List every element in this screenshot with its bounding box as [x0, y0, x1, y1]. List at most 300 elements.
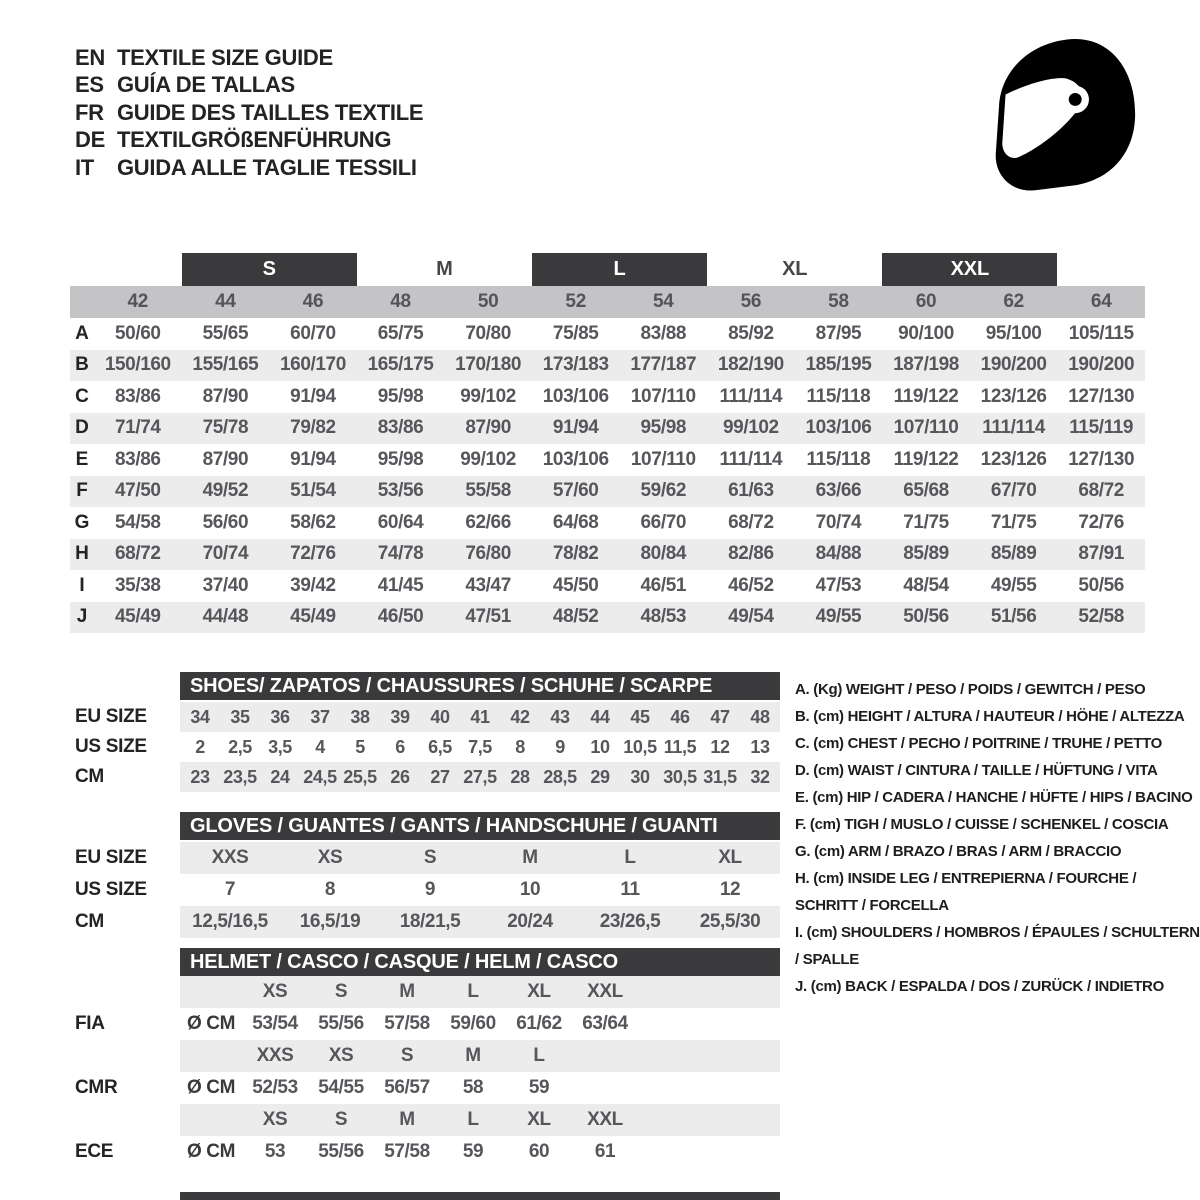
standard-name: ECE	[75, 1141, 114, 1162]
size-value: 44/48	[202, 606, 249, 628]
size-value: 103/106	[542, 448, 609, 470]
helmet-value: 56/57	[384, 1077, 430, 1098]
sub-row-values	[180, 906, 780, 938]
size-value: 13	[750, 736, 770, 757]
row-label: EU SIZE	[75, 847, 147, 868]
size-number: 60	[915, 291, 937, 312]
size-value: 87/95	[815, 322, 862, 344]
language-header	[75, 44, 423, 182]
size-value: 127/130	[1068, 448, 1135, 470]
size-value: 60/64	[377, 511, 424, 533]
size-value: 170/180	[455, 354, 522, 376]
size-value: 70/80	[465, 322, 511, 344]
size-value: 123/126	[980, 448, 1047, 470]
diameter-unit-label: Ø CM	[186, 1013, 235, 1034]
size-value: 41/45	[377, 574, 424, 596]
size-value: 87/90	[202, 448, 249, 470]
size-value: 60/70	[290, 322, 336, 344]
size-value: 23/26,5	[599, 911, 661, 932]
size-value: 95/100	[985, 322, 1042, 344]
size-value: 85/92	[728, 322, 774, 344]
size-value: 87/90	[202, 385, 249, 407]
size-value: 45/49	[115, 606, 161, 628]
size-value: 35/38	[115, 574, 161, 596]
legend-item: A. (Kg) WEIGHT / PESO / POIDS / GEWITCH / PESO	[795, 681, 1146, 698]
size-value: 111/114	[719, 385, 783, 407]
size-value: 52/58	[1078, 606, 1124, 628]
size-value: 68/72	[115, 543, 161, 565]
size-value: 12	[719, 879, 741, 900]
size-value: 28	[510, 766, 530, 787]
row-letter: I	[79, 574, 85, 596]
size-value: 50/56	[903, 606, 949, 628]
measure-row-b	[70, 350, 1145, 382]
size-value: 187/198	[893, 354, 959, 376]
helmet-icon	[978, 30, 1140, 198]
helmet-size: XL	[527, 1109, 551, 1130]
measure-row-g	[70, 507, 1145, 539]
size-value: 34	[190, 706, 210, 727]
legend-item: H. (cm) INSIDE LEG / ENTREPIERNA / FOURCHE / SCHRITT / FORCELLA	[795, 870, 1137, 914]
size-value: 23	[190, 766, 210, 787]
language-code: IT	[75, 154, 94, 180]
size-value: 65/75	[377, 322, 424, 344]
row-letter: F	[76, 480, 88, 502]
size-value: 71/74	[115, 417, 161, 439]
size-value: 35	[230, 706, 250, 727]
size-value: 66/70	[640, 511, 687, 533]
size-value: 2,5	[228, 736, 252, 757]
helmet-size: S	[334, 981, 348, 1002]
helmet-value: 61/62	[516, 1013, 562, 1034]
size-value: 16,5/19	[299, 911, 361, 932]
size-value: 46/51	[640, 574, 687, 596]
size-value: 78/82	[552, 543, 599, 565]
size-value: 190/200	[980, 354, 1047, 376]
size-value: 53/56	[377, 480, 424, 502]
size-value: 6,5	[428, 736, 452, 757]
size-value: 27	[430, 766, 450, 787]
legend-item: D. (cm) WAIST / CINTURA / TAILLE / HÜFTUNG / VITA	[795, 762, 1158, 779]
size-value: 74/78	[377, 543, 424, 565]
sub-row-values	[180, 702, 780, 732]
size-value: 105/115	[1068, 322, 1134, 344]
size-value: 41	[470, 706, 490, 727]
size-value: 47/51	[465, 606, 511, 628]
language-code: DE	[75, 127, 105, 153]
size-value: 8	[515, 736, 525, 757]
row-letter: B	[75, 354, 89, 376]
size-value: 12	[710, 736, 730, 757]
helmet-size: M	[399, 981, 415, 1002]
language-row	[75, 127, 423, 155]
size-value: 48/52	[552, 606, 599, 628]
size-value: 57/60	[552, 480, 599, 502]
size-value: 49/54	[728, 606, 774, 628]
row-label: EU SIZE	[75, 706, 147, 727]
size-value: 3,5	[268, 736, 292, 757]
helmet-value: 53	[264, 1141, 286, 1162]
size-group-m: M	[436, 258, 453, 280]
size-value: 47/50	[115, 480, 161, 502]
size-value: 91/94	[290, 448, 336, 470]
size-value: 51/54	[290, 480, 336, 502]
size-value: 72/76	[1078, 511, 1124, 533]
size-value: 40	[430, 706, 450, 727]
size-value: 27,5	[463, 766, 497, 787]
row-letter: G	[74, 511, 90, 533]
helmet-size: XS	[328, 1045, 354, 1066]
size-value: 103/106	[542, 385, 609, 407]
language-row	[75, 72, 423, 100]
gloves-section-header: GLOVES / GUANTES / GANTS / HANDSCHUHE / GUANTI	[180, 812, 780, 840]
size-value: 37/40	[202, 574, 249, 596]
size-value: M	[522, 847, 538, 868]
helmet-size: L	[467, 1109, 479, 1130]
size-value: 50/60	[115, 322, 161, 344]
row-label: US SIZE	[75, 736, 147, 757]
size-value: 84/88	[815, 543, 862, 565]
helmet-value: 52/53	[252, 1077, 298, 1098]
size-value: 107/110	[630, 448, 696, 470]
size-value: 25,5/30	[699, 911, 761, 932]
helmet-size: XXS	[256, 1045, 294, 1066]
helmet-size: S	[334, 1109, 348, 1130]
row-letter: D	[75, 417, 89, 439]
measure-row-j	[70, 602, 1145, 634]
size-value: 39/42	[290, 574, 336, 596]
size-value: 177/187	[630, 354, 697, 376]
size-value: 55/58	[465, 480, 511, 502]
size-value: 115/119	[1069, 417, 1134, 439]
size-value: 71/75	[903, 511, 949, 533]
size-value: 49/55	[990, 574, 1037, 596]
size-value: 59/62	[640, 480, 687, 502]
size-value: 45/50	[552, 574, 599, 596]
size-value: 32	[750, 766, 770, 787]
size-value: 48/53	[640, 606, 687, 628]
language-code: ES	[75, 72, 104, 98]
size-value: 43/47	[465, 574, 511, 596]
size-value: 119/122	[893, 448, 959, 470]
helmet-sizes-values	[180, 976, 780, 1008]
size-value: 31,5	[703, 766, 737, 787]
language-row	[75, 99, 423, 127]
row-letter: A	[75, 322, 89, 344]
size-value: 47	[710, 706, 730, 727]
language-title: GUIDA ALLE TAGLIE TESSILI	[117, 154, 417, 180]
row-letter: J	[76, 606, 88, 628]
size-value: 165/175	[367, 354, 434, 376]
size-value: 48	[750, 706, 770, 727]
size-value: 83/86	[377, 417, 424, 439]
legend-item: F. (cm) TIGH / MUSLO / CUISSE / SCHENKEL / COSCIA	[795, 816, 1169, 833]
helmet-standard-values	[180, 1008, 780, 1040]
size-value: 11	[620, 879, 640, 900]
helmet-size: XXL	[587, 981, 623, 1002]
standard-name: CMR	[75, 1077, 118, 1098]
row-label: US SIZE	[75, 879, 147, 900]
size-number-band	[70, 286, 1145, 318]
helmet-value: 54/55	[318, 1077, 364, 1098]
helmet-standard-values	[180, 1072, 780, 1104]
measurement-rows	[70, 318, 1145, 633]
measure-row-a	[70, 318, 1145, 350]
helmet-sizes-values	[180, 1104, 780, 1136]
size-value: 79/82	[290, 417, 336, 439]
language-code: EN	[75, 44, 105, 70]
size-group-row	[70, 253, 1145, 286]
size-value: 37	[310, 706, 330, 727]
size-number: 56	[740, 291, 762, 312]
size-value: 115/118	[806, 385, 871, 407]
size-group-xl: XL	[782, 258, 808, 280]
size-value: 150/160	[104, 354, 171, 376]
size-value: 111/114	[982, 417, 1045, 439]
helmet-value: 60	[528, 1141, 550, 1162]
size-value: 83/88	[640, 322, 687, 344]
size-value: 95/98	[377, 448, 424, 470]
helmet-size: M	[399, 1109, 415, 1130]
size-value: 99/102	[460, 448, 516, 470]
size-value: 61/63	[728, 480, 774, 502]
helmet-sizes-row	[0, 1040, 1200, 1072]
size-value: 63/66	[815, 480, 862, 502]
helmet-value: 58	[462, 1077, 484, 1098]
size-value: 47/53	[815, 574, 862, 596]
sub-row-values	[180, 874, 780, 906]
size-value: 45/49	[290, 606, 336, 628]
helmet-standard-row	[0, 1136, 1200, 1168]
size-value: 65/68	[903, 480, 949, 502]
size-value: 6	[395, 736, 405, 757]
size-value: 5	[355, 736, 365, 757]
size-group-xxl: XXL	[882, 253, 1057, 286]
helmet-standard-values	[180, 1136, 780, 1168]
size-value: 54/58	[115, 511, 161, 533]
size-value: 36	[270, 706, 290, 727]
size-value: 30	[630, 766, 650, 787]
size-value: 111/114	[719, 448, 783, 470]
size-value: 80/84	[640, 543, 687, 565]
size-value: 9	[555, 736, 565, 757]
sub-row-values	[180, 762, 780, 792]
size-value: 39	[390, 706, 410, 727]
size-value: 10	[590, 736, 610, 757]
helmet-value: 63/64	[582, 1013, 628, 1034]
size-value: 75/78	[202, 417, 249, 439]
size-value: 46/52	[728, 574, 774, 596]
size-value: 46	[670, 706, 690, 727]
legend-item: J. (cm) BACK / ESPALDA / DOS / ZURÜCK / INDIETRO	[795, 978, 1164, 995]
diameter-unit-label: Ø CM	[186, 1141, 235, 1162]
size-number: 52	[565, 291, 586, 312]
size-value: 8	[324, 879, 336, 900]
size-number: 54	[653, 291, 674, 312]
helmet-value: 59	[462, 1141, 484, 1162]
size-group-l: L	[532, 253, 707, 286]
size-value: 91/94	[552, 417, 599, 439]
size-value: 24	[270, 766, 290, 787]
size-value: 87/90	[465, 417, 511, 439]
size-value: 68/72	[728, 511, 774, 533]
size-value: 18/21,5	[399, 911, 461, 932]
cutoff-header-bar	[180, 1192, 780, 1200]
size-value: 56/60	[202, 511, 249, 533]
size-value: XS	[317, 847, 343, 868]
size-value: 20/24	[507, 911, 553, 932]
size-value: 115/118	[806, 448, 871, 470]
size-value: 2	[195, 736, 205, 757]
size-value: 29	[590, 766, 610, 787]
size-value: 44	[590, 706, 610, 727]
size-value: 30,5	[663, 766, 697, 787]
size-value: 83/86	[115, 385, 161, 407]
sub-row-values	[180, 842, 780, 874]
size-value: 95/98	[640, 417, 687, 439]
size-value: 83/86	[115, 448, 161, 470]
size-value: 91/94	[290, 385, 336, 407]
size-value: 24,5	[303, 766, 337, 787]
helmet-size: M	[465, 1045, 481, 1066]
size-value: 51/56	[990, 606, 1037, 628]
size-value: 107/110	[893, 417, 959, 439]
language-code: FR	[75, 99, 104, 125]
language-row	[75, 154, 423, 182]
size-number: 44	[215, 291, 236, 312]
size-value: 160/170	[280, 354, 346, 376]
size-number: 48	[390, 291, 411, 312]
size-value: 75/85	[552, 322, 599, 344]
size-value: 70/74	[202, 543, 249, 565]
size-value: 185/195	[805, 354, 872, 376]
size-value: 9	[424, 879, 436, 900]
main-size-table	[70, 253, 1145, 633]
helmet-section-header: HELMET / CASCO / CASQUE / HELM / CASCO	[180, 948, 780, 976]
measure-row-f	[70, 476, 1145, 508]
size-value: 25,5	[343, 766, 377, 787]
size-group-s: S	[182, 253, 357, 286]
helmet-value: 57/58	[384, 1141, 430, 1162]
language-title: GUIDE DES TAILLES TEXTILE	[117, 99, 424, 125]
helmet-size: S	[400, 1045, 414, 1066]
helmet-size: XL	[527, 981, 551, 1002]
shoes-section-header: SHOES/ ZAPATOS / CHAUSSURES / SCHUHE / SCARPE	[180, 672, 780, 700]
legend-item: C. (cm) CHEST / PECHO / POITRINE / TRUHE / PETTO	[795, 735, 1163, 752]
language-title: GUÍA DE TALLAS	[117, 72, 295, 98]
helmet-size: XS	[262, 1109, 288, 1130]
helmet-sizes-values	[180, 1040, 780, 1072]
measure-row-i	[70, 570, 1145, 602]
size-value: 67/70	[990, 480, 1037, 502]
size-value: 127/130	[1068, 385, 1135, 407]
size-value: 7,5	[468, 736, 492, 757]
size-value: L	[624, 847, 636, 868]
size-value: 45	[630, 706, 650, 727]
helmet-standard-row	[0, 1008, 1200, 1040]
size-value: 119/122	[893, 385, 959, 407]
size-value: 62/66	[465, 511, 511, 533]
size-value: XXS	[211, 847, 249, 868]
helmet-size: XS	[262, 981, 288, 1002]
legend-item: B. (cm) HEIGHT / ALTURA / HAUTEUR / HÖHE / ALTEZZA	[795, 708, 1185, 725]
size-value: 64/68	[552, 511, 599, 533]
size-value: 23,5	[223, 766, 257, 787]
size-number: 62	[1003, 291, 1024, 312]
size-value: 70/74	[815, 511, 862, 533]
size-value: 182/190	[717, 354, 784, 376]
legend-item: E. (cm) HIP / CADERA / HANCHE / HÜFTE / HIPS / BACINO	[795, 789, 1193, 806]
helmet-standard-row	[0, 1072, 1200, 1104]
row-label: CM	[75, 766, 104, 787]
helmet-value: 57/58	[384, 1013, 430, 1034]
size-value: 10	[519, 879, 541, 900]
size-value: 49/52	[202, 480, 249, 502]
size-value: 90/100	[898, 322, 954, 344]
helmet-value: 59/60	[450, 1013, 496, 1034]
measure-row-d	[70, 413, 1145, 445]
size-number: 64	[1090, 291, 1112, 312]
size-value: 50/56	[1078, 574, 1124, 596]
size-value: 49/55	[815, 606, 862, 628]
size-number: 42	[127, 291, 149, 312]
row-label: CM	[75, 911, 104, 932]
standard-name: FIA	[75, 1013, 105, 1034]
size-number: 50	[477, 291, 499, 312]
size-value: 76/80	[465, 543, 511, 565]
measurement-legend	[795, 676, 1200, 1000]
helmet-size: XXL	[587, 1109, 623, 1130]
helmet-value: 53/54	[252, 1013, 298, 1034]
size-value: 7	[224, 879, 236, 900]
helmet-size: L	[467, 981, 479, 1002]
helmet-value: 59	[528, 1077, 550, 1098]
size-value: 26	[390, 766, 410, 787]
size-value: 155/165	[192, 354, 259, 376]
size-number: 58	[828, 291, 849, 312]
helmet-value: 61	[594, 1141, 616, 1162]
measure-row-h	[70, 539, 1145, 571]
size-value: 103/106	[805, 417, 872, 439]
size-value: 123/126	[980, 385, 1047, 407]
size-value: XL	[718, 847, 742, 868]
size-value: 87/91	[1078, 543, 1124, 565]
legend-item: I. (cm) SHOULDERS / HOMBROS / ÉPAULES / SCHULTERN / SPALLE	[795, 924, 1200, 968]
diameter-unit-label: Ø CM	[186, 1077, 235, 1098]
size-value: 95/98	[377, 385, 424, 407]
size-value: 99/102	[460, 385, 516, 407]
size-value: 42	[510, 706, 530, 727]
language-title: TEXTILGRÖßENFÜHRUNG	[117, 127, 392, 153]
size-value: 82/86	[728, 543, 774, 565]
size-value: 107/110	[630, 385, 696, 407]
size-value: 46/50	[377, 606, 424, 628]
size-value: 72/76	[290, 543, 336, 565]
measure-row-e	[70, 444, 1145, 476]
size-value: 43	[550, 706, 570, 727]
row-letter: H	[75, 543, 89, 565]
size-value: 38	[350, 706, 370, 727]
size-value: 71/75	[990, 511, 1037, 533]
size-value: 55/65	[202, 322, 249, 344]
size-value: 10,5	[623, 736, 657, 757]
size-value: 12,5/16,5	[192, 911, 268, 932]
size-value: 190/200	[1068, 354, 1135, 376]
size-value: 99/102	[723, 417, 779, 439]
size-value: 11,5	[663, 736, 697, 757]
size-value: 173/183	[542, 354, 609, 376]
sub-row-values	[180, 732, 780, 762]
